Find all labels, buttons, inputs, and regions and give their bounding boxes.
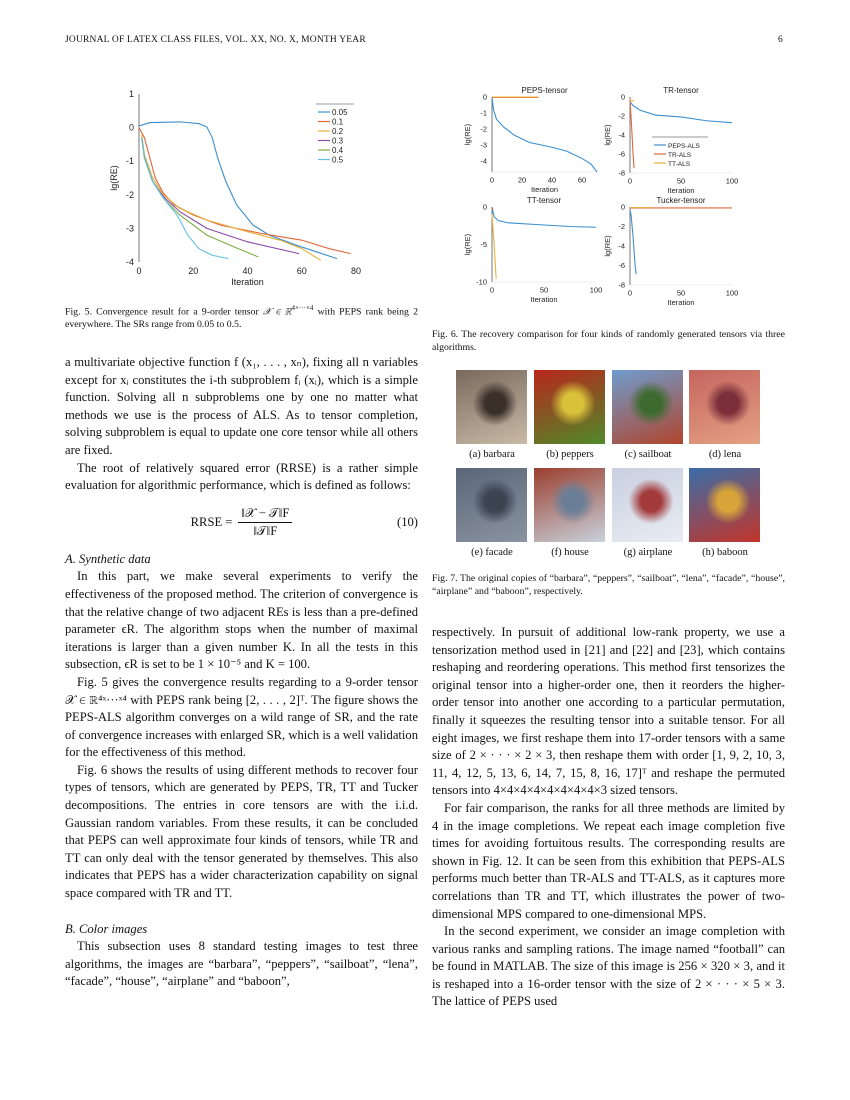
paragraph: This subsection uses 8 standard testing images to test three algorithms, the images are “barbara”, “peppers”, “sailboat”, “lena”, “facade”, “house”, “airplane” and “baboon”, [65, 939, 418, 989]
section-heading-color-images: B. Color images [65, 921, 148, 936]
y-tick-label: -1 [125, 156, 134, 167]
y-axis-label: lg(RE) [463, 233, 472, 256]
y-tick-label: 0 [620, 92, 625, 102]
y-tick-label: -2 [125, 189, 134, 200]
image-caption: (g) airplane [623, 547, 673, 558]
image-thumbnail [612, 468, 683, 542]
y-tick-label: -2 [618, 222, 625, 231]
x-tick-label: 60 [296, 266, 307, 276]
y-axis-label: lg(RE) [109, 165, 119, 191]
x-tick-label: 100 [725, 176, 739, 186]
x-tick-label: 0 [489, 175, 495, 185]
y-tick-label: -2 [480, 124, 487, 134]
chart-title: PEPS-tensor [521, 86, 568, 95]
x-tick-label: 80 [350, 266, 362, 276]
x-tick-label: 0 [489, 285, 495, 295]
chart-title: TT-tensor [526, 196, 562, 205]
paragraph: respectively. In pursuit of additional low-rank property, we use a tensorization method used in [21] and [22] and [23], which contains reshaping and reordering operations. This method first tensorizes the original tensor into a higher-order one, then it reorders the higher-order tensor into another one according to a particular permutation, finally it squeezes the resulting tensor into a suitable tensor. For all eight images, we first reshape them into 17-order tensors with a same size of 2 × · · · × 2 × 3, then reshape them with order [1, 9, 2, 10, 3, 11, 4, 12, 5, 13, 6, 14, 7, 15, 8, 16, 17]ᵀ and reshape the permuted tensors into 4×4×4×4×4×4×4×4×3 sized tensors. [432, 625, 785, 798]
x-tick-label: 50 [539, 285, 549, 295]
y-tick-label: -1 [480, 108, 487, 118]
figure-5-caption: Fig. 5. Convergence result for a 9-order tensor 𝒳 ∈ ℝ$^{4\times\cdot\cdot\cdot\times 4}$ with PEPS rank being 2 everywhere. The SRs range from 0.05 to 0.5. [65, 304, 418, 331]
paragraph: In this part, we make several experiments to verify the effectiveness of the proposed method. The criterion of convergence is that the relative change of two adjacent REs is less than a pre-defined parameter ϵR. The algorithm stops when the number of maximal iterations is larger than a given number K. In all the tests in this subsection, ϵR is set to be 1 × 10⁻⁵ and K = 100. [65, 569, 418, 672]
image-thumbnail [456, 468, 527, 542]
y-tick-label: 0 [128, 122, 134, 133]
equation-denominator: ‖𝒯‖F [253, 524, 278, 539]
y-axis-label: lg(RE) [463, 123, 472, 146]
series-line-TT-ALS [492, 215, 496, 280]
legend-label: 0.5 [332, 155, 344, 165]
x-tick-label: 0 [136, 266, 142, 276]
legend-label: 0.1 [332, 117, 344, 127]
y-tick-label: -4 [618, 241, 625, 251]
x-tick-label: 100 [589, 285, 603, 295]
y-tick-label: -8 [618, 168, 625, 178]
chart-title: TR-tensor [663, 86, 699, 95]
y-tick-label: -3 [480, 140, 487, 150]
paragraph: Fig. 5 gives the convergence results regarding to a 9-order tensor 𝒳 ∈ ℝ⁴ˣ···ˣ⁴ with PEPS rank being [2, . . . , 2]ᵀ. The figure shows the PEPS-ALS algorithm converges on a wild range of SR, and the rate of convergence increases with enlarged SR, which is a well validation for the effectiveness of this method. [65, 674, 418, 760]
paragraph: a multivariate objective function f (x₁, . . . , xₙ), fixing all n variables except for xᵢ constitutes the i-th subproblem fᵢ (xᵢ), which is a simple function. Solving all n subproblems one by one no matter what methods we use is the process of ALS. As to tensor completion, solving subproblem is equal to update one core tensor while all others are fixed. [65, 355, 418, 457]
x-tick-label: 40 [242, 266, 253, 276]
paragraph: In the second experiment, we consider an image completion with various ranks and sampling rations. The image named “football” can be found in MATLAB. The size of this image is 256 × 320 × 3, and it is reshaped into a 16-order tensor with the size of 2 × · · · × 5 × 3. The lattice of PEPS used [432, 924, 785, 1009]
image-thumbnail [534, 370, 605, 444]
series-line-PEPS-ALS [630, 210, 636, 274]
series-line-0.2 [142, 134, 321, 260]
paragraph: Fig. 6 shows the results of using different methods to recover four types of tensors, which are generated by PEPS, TR, TT and Tucker decompositions. The entries in core tensors are with the i.i.d. Gaussian random variables. From these results, it can be concluded that PEPS can well approximate four kinds of tensors, while TR and TT can only deal with the tensor generated by themselves. This also indicates that PEPS has a wider characterization capability on signal space compared with TR and TT. [65, 762, 418, 901]
legend-label: 0.4 [332, 146, 344, 155]
y-tick-label: -4 [618, 130, 625, 140]
legend-label: TT-ALS [668, 161, 691, 168]
y-tick-label: -2 [618, 111, 625, 121]
legend-label: 0.2 [332, 127, 344, 136]
y-tick-label: 1 [128, 89, 134, 99]
paragraph: The root of relatively squared error (RRSE) is a rather simple evaluation for algorithmic performance, which is defined as follows: [65, 460, 418, 493]
x-tick-label: 20 [188, 266, 199, 276]
y-tick-label: 0 [620, 202, 625, 212]
y-tick-label: -6 [618, 149, 625, 159]
figure-7-caption: Fig. 7. The original copies of “barbara”, “peppers”, “sailboat”, “lena”, “facade”, “house”, “airplane” and “baboon”, respectively. [432, 573, 785, 597]
legend-label: 0.3 [332, 136, 344, 146]
y-axis-label: lg(RE) [603, 235, 612, 257]
y-tick-label: -5 [480, 240, 487, 249]
y-tick-label: -6 [618, 261, 625, 270]
right-column [432, 624, 785, 1011]
chart-title: Tucker-tensor [656, 196, 706, 205]
x-tick-label: 100 [725, 288, 739, 298]
running-header: JOURNAL OF LATEX CLASS FILES, VOL. XX, NO. X, MONTH YEAR [65, 35, 366, 45]
figure-6-recovery-charts [430, 80, 770, 310]
image-thumbnail [612, 370, 683, 444]
y-axis-label: lg(RE) [603, 124, 612, 146]
x-axis-label: Iteration [530, 185, 559, 194]
x-tick-label: 50 [676, 288, 686, 298]
image-thumbnail [534, 468, 605, 542]
section-heading-synthetic-data: A. Synthetic data [65, 551, 151, 566]
x-tick-label: 60 [577, 175, 587, 185]
paragraph: For fair comparison, the ranks for all three methods are limited by 4 in the image completions. We repeat each image completion five times for avoiding fortuitous results. The corresponding results are shown in Fig. 12. It can be seen from this exhibition that PEPS-ALS performs much better than TR-ALS and TT-ALS, as it captures more correlations than TR and TT, which illustrates the power of two-dimensional MPS compared to one-dimensional MPS. [432, 800, 785, 921]
equation-10 [65, 499, 418, 547]
legend-label: 0.05 [332, 108, 348, 117]
left-column [65, 354, 418, 991]
series-line-PEPS-ALS [630, 102, 732, 123]
series-line-TR-ALS [630, 100, 634, 168]
image-caption: (h) baboon [702, 547, 748, 558]
image-caption: (a) barbara [469, 449, 515, 460]
image-caption: (b) peppers [546, 449, 594, 460]
image-thumbnail [456, 370, 527, 444]
x-axis-label: Iteration [231, 277, 264, 287]
x-axis-label: Iteration [667, 186, 695, 195]
y-tick-label: -10 [476, 277, 487, 287]
legend-label: TR-ALS [668, 152, 692, 159]
image-caption: (f) house [551, 547, 589, 558]
x-tick-label: 0 [627, 288, 633, 298]
x-tick-label: 50 [676, 176, 686, 186]
equation-numerator: ‖𝒳 − 𝒯‖F [238, 505, 292, 524]
series-line-PEPS-ALS [492, 207, 596, 227]
series-line-PEPS-ALS [492, 97, 597, 172]
equation-lhs: RRSE = [190, 514, 233, 529]
series-line-0.5 [142, 138, 229, 259]
equation-number: (10) [397, 514, 418, 529]
x-axis-label: Iteration [530, 295, 558, 304]
y-tick-label: -8 [618, 280, 625, 290]
figure-5-convergence-chart [100, 80, 420, 290]
image-thumbnail [689, 468, 760, 542]
y-tick-label: -4 [125, 257, 134, 267]
y-tick-label: 0 [482, 202, 487, 212]
y-tick-label: -4 [480, 156, 487, 166]
y-tick-label: -3 [125, 223, 134, 234]
figure-6-caption: Fig. 6. The recovery comparison for four kinds of randomly generated tensors via three algorithms. [432, 329, 785, 353]
image-caption: (c) sailboat [624, 449, 672, 460]
x-axis-label: Iteration [667, 298, 695, 307]
image-caption: (e) facade [471, 547, 513, 558]
image-thumbnail [689, 370, 760, 444]
x-tick-label: 40 [547, 175, 557, 185]
image-caption: (d) lena [708, 449, 742, 460]
y-tick-label: 0 [482, 92, 487, 102]
x-tick-label: 20 [517, 175, 527, 185]
legend-label: PEPS-ALS [668, 143, 700, 150]
page-number: 6 [778, 35, 783, 45]
x-tick-label: 0 [627, 176, 633, 186]
series-line-0.1 [139, 128, 351, 254]
